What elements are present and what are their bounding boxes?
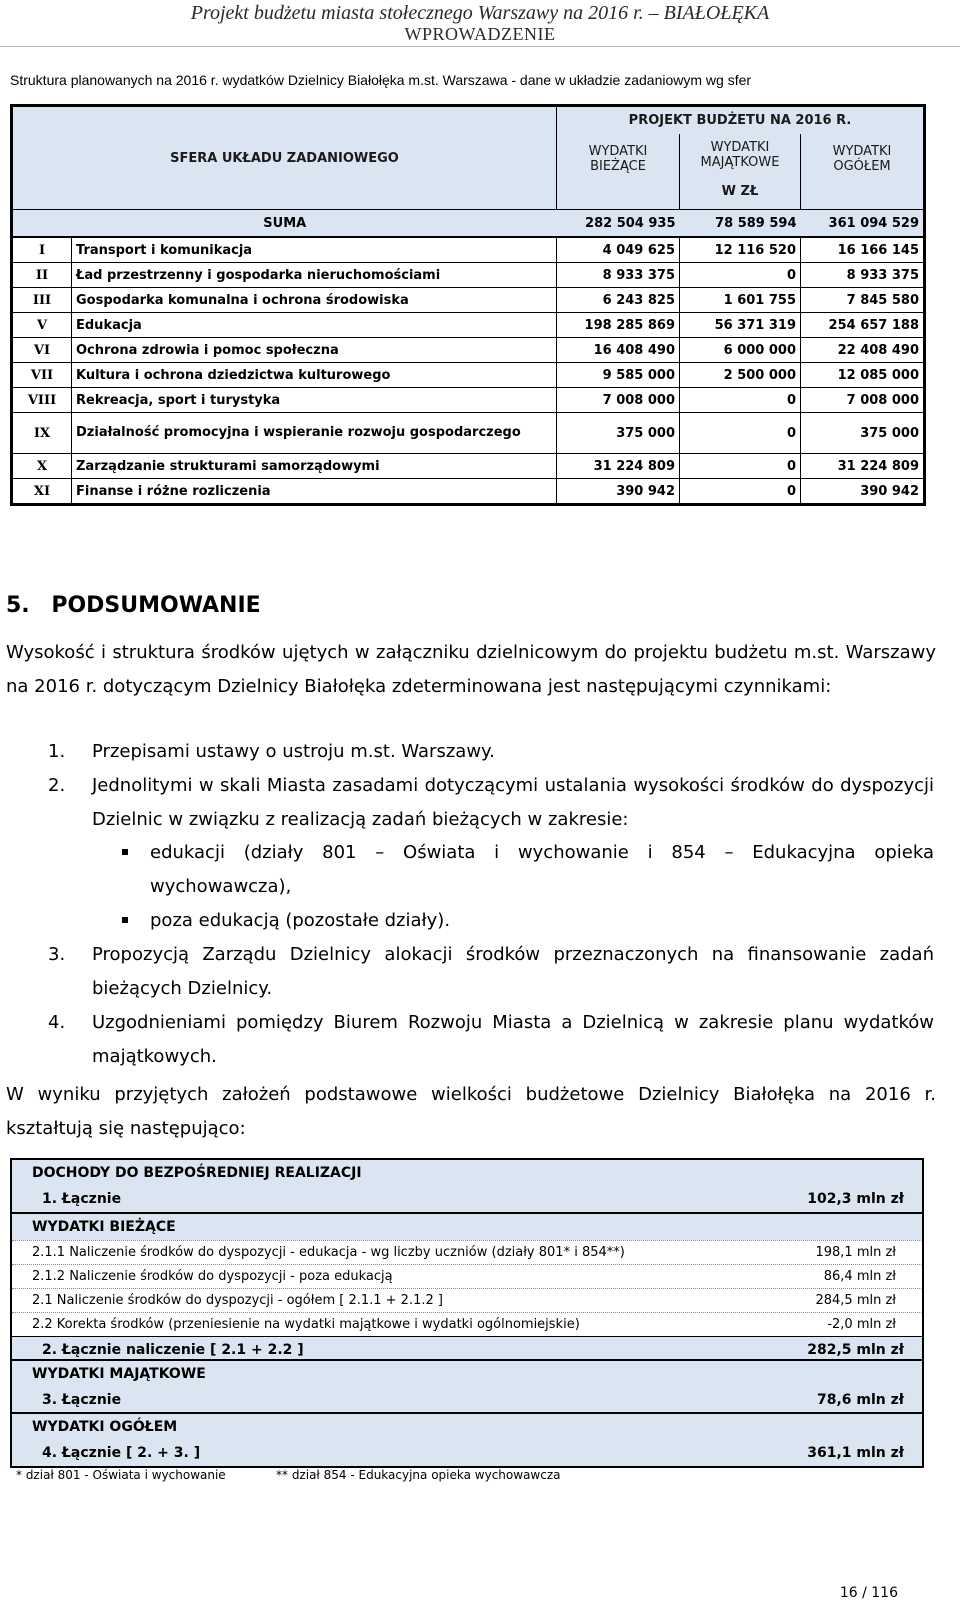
col-header-ogolem: WYDATKI OGÓŁEM [801, 134, 925, 184]
summary-biezace [10, 1212, 924, 1365]
majatkowe-total-label: 3. Łącznie [42, 1392, 122, 1408]
suma-label: SUMA [12, 210, 557, 238]
suma-biezace: 282 504 935 [557, 210, 680, 238]
list-number: 3. [48, 944, 66, 965]
col-header-majatkowe: WYDATKI MAJĄTKOWE [700, 139, 780, 170]
row-biezace: 16 408 490 [557, 338, 680, 363]
bullet-icon [122, 849, 128, 855]
section-title: PODSUMOWANIE [51, 593, 261, 618]
ogolem-title: WYDATKI OGÓŁEM [12, 1414, 922, 1440]
table-row [12, 288, 925, 313]
list-item: Jednolitymi w skali Miasta zasadami dotyczącymi ustalania wysokości środków do dyspozycji Dzielnic w związku z realizacją zadań bieżących w zakresie: [92, 775, 934, 830]
suma-ogolem: 361 094 529 [801, 210, 925, 238]
row-ogolem: 7 008 000 [801, 388, 925, 413]
row-name: Działalność promocyjna i wspieranie rozwoju gospodarczego [72, 413, 557, 454]
line-label: 2.1.1 Naliczenie środków do dyspozycji - edukacja - wg liczby uczniów (działy 801* i 854**) [32, 1245, 625, 1260]
list-number: 4. [48, 1012, 66, 1033]
unit-label: W ZŁ [721, 183, 759, 199]
sfera-header: SFERA UKŁADU ZADANIOWEGO [12, 106, 557, 210]
row-number: X [12, 454, 72, 479]
suma-row [12, 210, 925, 238]
row-number: VIII [12, 388, 72, 413]
list-item: Uzgodnieniami pomiędzy Biurem Rozwoju Miasta a Dzielnicą w zakresie planu wydatków majątkowych. [92, 1012, 934, 1067]
row-name: Edukacja [72, 313, 557, 338]
row-ogolem: 375 000 [801, 413, 925, 454]
row-number: III [12, 288, 72, 313]
line-value: -2,0 mln zł [827, 1317, 896, 1332]
row-number: I [12, 237, 72, 263]
intro-paragraph: Wysokość i struktura środków ujętych w załączniku dzielnicowym do projektu budżetu m.st. Warszawy na 2016 r. dotyczącym Dzielnicy Białołęka zdeterminowana jest następującymi czynnikami: [6, 642, 936, 697]
document-title: Projekt budżetu miasta stołecznego Warszawy na 2016 r. – BIAŁOŁĘKA [190, 2, 770, 24]
table-row [12, 388, 925, 413]
section-number: 5. [6, 593, 30, 618]
ogolem-total-label: 4. Łącznie [ 2. + 3. ] [42, 1445, 201, 1461]
row-biezace: 390 942 [557, 479, 680, 505]
table-caption: Struktura planowanych na 2016 r. wydatków Dzielnicy Białołęka m.st. Warszawa - dane w układzie zadaniowym wg sfer [10, 72, 752, 88]
row-number: II [12, 263, 72, 288]
row-name: Finanse i różne rozliczenia [72, 479, 557, 505]
row-majatkowe: 0 [680, 454, 801, 479]
list-item: Przepisami ustawy o ustroju m.st. Warszawy. [92, 741, 495, 762]
row-biezace: 375 000 [557, 413, 680, 454]
list-item [12, 1288, 922, 1312]
row-biezace: 198 285 869 [557, 313, 680, 338]
row-ogolem: 254 657 188 [801, 313, 925, 338]
row-name: Kultura i ochrona dziedzictwa kulturowego [72, 363, 557, 388]
row-name: Ochrona zdrowia i pomoc społeczna [72, 338, 557, 363]
row-number: VII [12, 363, 72, 388]
table-row [12, 237, 925, 263]
table-row [12, 313, 925, 338]
row-name: Transport i komunikacja [72, 237, 557, 263]
table-row [12, 338, 925, 363]
line-value: 86,4 mln zł [823, 1269, 896, 1284]
row-majatkowe: 0 [680, 388, 801, 413]
row-biezace: 6 243 825 [557, 288, 680, 313]
list-item [12, 1312, 922, 1336]
ogolem-total-value: 361,1 mln zł [807, 1445, 904, 1461]
table-row [12, 263, 925, 288]
line-value: 198,1 mln zł [815, 1245, 896, 1260]
majatkowe-total-value: 78,6 mln zł [817, 1392, 904, 1408]
bullet-item: edukacji (działy 801 – Oświata i wychowanie i 854 – Edukacyjna opieka wychowawcza), [150, 842, 934, 897]
row-majatkowe: 6 000 000 [680, 338, 801, 363]
table-row [12, 454, 925, 479]
row-majatkowe: 0 [680, 413, 801, 454]
ogolem-total-row [12, 1440, 922, 1466]
list-item [12, 1264, 922, 1288]
row-majatkowe: 0 [680, 263, 801, 288]
footnote: ** dział 854 - Edukacyjna opieka wychowawcza [276, 1468, 561, 1482]
dochody-total-label: 1. Łącznie [42, 1191, 122, 1207]
list-item [12, 1240, 922, 1264]
majatkowe-total-row [12, 1387, 922, 1413]
biezace-title: WYDATKI BIEŻĄCE [12, 1214, 922, 1240]
closing-paragraph: W wyniku przyjętych założeń podstawowe wielkości budżetowe Dzielnicy Białołęka na 2016 r. kształtują się następująco: [6, 1084, 936, 1139]
row-majatkowe: 1 601 755 [680, 288, 801, 313]
row-ogolem: 22 408 490 [801, 338, 925, 363]
row-biezace: 8 933 375 [557, 263, 680, 288]
row-ogolem: 7 845 580 [801, 288, 925, 313]
biezace-total-label: 2. Łącznie naliczenie [ 2.1 + 2.2 ] [42, 1342, 304, 1358]
summary-dochody [10, 1158, 924, 1214]
project-header: PROJEKT BUDŻETU NA 2016 R. [557, 106, 925, 134]
biezace-total-value: 282,5 mln zł [807, 1342, 904, 1358]
table-row [12, 363, 925, 388]
row-number: VI [12, 338, 72, 363]
dochody-title: DOCHODY DO BEZPOŚREDNIEJ REALIZACJI [12, 1160, 922, 1186]
row-biezace: 4 049 625 [557, 237, 680, 263]
suma-majatkowe: 78 589 594 [680, 210, 801, 238]
bullet-icon [122, 917, 128, 923]
row-biezace: 7 008 000 [557, 388, 680, 413]
row-number: XI [12, 479, 72, 505]
line-label: 2.2 Korekta środków (przeniesienie na wydatki majątkowe i wydatki ogólnomiejskie) [32, 1317, 580, 1332]
document-subtitle: WPROWADZENIE [404, 24, 556, 44]
row-name: Gospodarka komunalna i ochrona środowiska [72, 288, 557, 313]
list-item: Propozycją Zarządu Dzielnicy alokacji środków przeznaczonych na finansowanie zadań bieżących Dzielnicy. [92, 944, 934, 999]
row-ogolem: 390 942 [801, 479, 925, 505]
line-value: 284,5 mln zł [815, 1293, 896, 1308]
row-majatkowe: 2 500 000 [680, 363, 801, 388]
dochody-total-value: 102,3 mln zł [807, 1191, 904, 1207]
row-name: Ład przestrzenny i gospodarka nieruchomościami [72, 263, 557, 288]
row-number: V [12, 313, 72, 338]
row-name: Rekreacja, sport i turystyka [72, 388, 557, 413]
summary-majatkowe [10, 1359, 924, 1415]
list-number: 1. [48, 741, 66, 762]
col-header-majatkowe-cell [680, 134, 801, 210]
row-ogolem: 16 166 145 [801, 237, 925, 263]
footnote: * dział 801 - Oświata i wychowanie [16, 1468, 226, 1482]
bullet-item: poza edukacją (pozostałe działy). [150, 910, 451, 931]
table-row [12, 413, 925, 454]
row-biezace: 31 224 809 [557, 454, 680, 479]
line-label: 2.1 Naliczenie środków do dyspozycji - ogółem [ 2.1.1 + 2.1.2 ] [32, 1293, 443, 1308]
expenditure-structure-table [10, 104, 926, 506]
row-majatkowe: 0 [680, 479, 801, 505]
line-label: 2.1.2 Naliczenie środków do dyspozycji - poza edukacją [32, 1269, 393, 1284]
page-number: 16 / 116 [839, 1585, 898, 1601]
row-name: Zarządzanie strukturami samorządowymi [72, 454, 557, 479]
summary-ogolem [10, 1412, 924, 1468]
row-ogolem: 8 933 375 [801, 263, 925, 288]
row-ogolem: 31 224 809 [801, 454, 925, 479]
majatkowe-title: WYDATKI MAJĄTKOWE [12, 1361, 922, 1387]
row-ogolem: 12 085 000 [801, 363, 925, 388]
list-number: 2. [48, 775, 66, 796]
row-majatkowe: 12 116 520 [680, 237, 801, 263]
row-number: IX [12, 413, 72, 454]
section-heading [6, 593, 261, 618]
row-majatkowe: 56 371 319 [680, 313, 801, 338]
page-header [0, 0, 960, 47]
row-biezace: 9 585 000 [557, 363, 680, 388]
col-header-biezace: WYDATKI BIEŻĄCE [557, 134, 680, 184]
table-row [12, 479, 925, 505]
dochody-total-row [12, 1186, 922, 1212]
